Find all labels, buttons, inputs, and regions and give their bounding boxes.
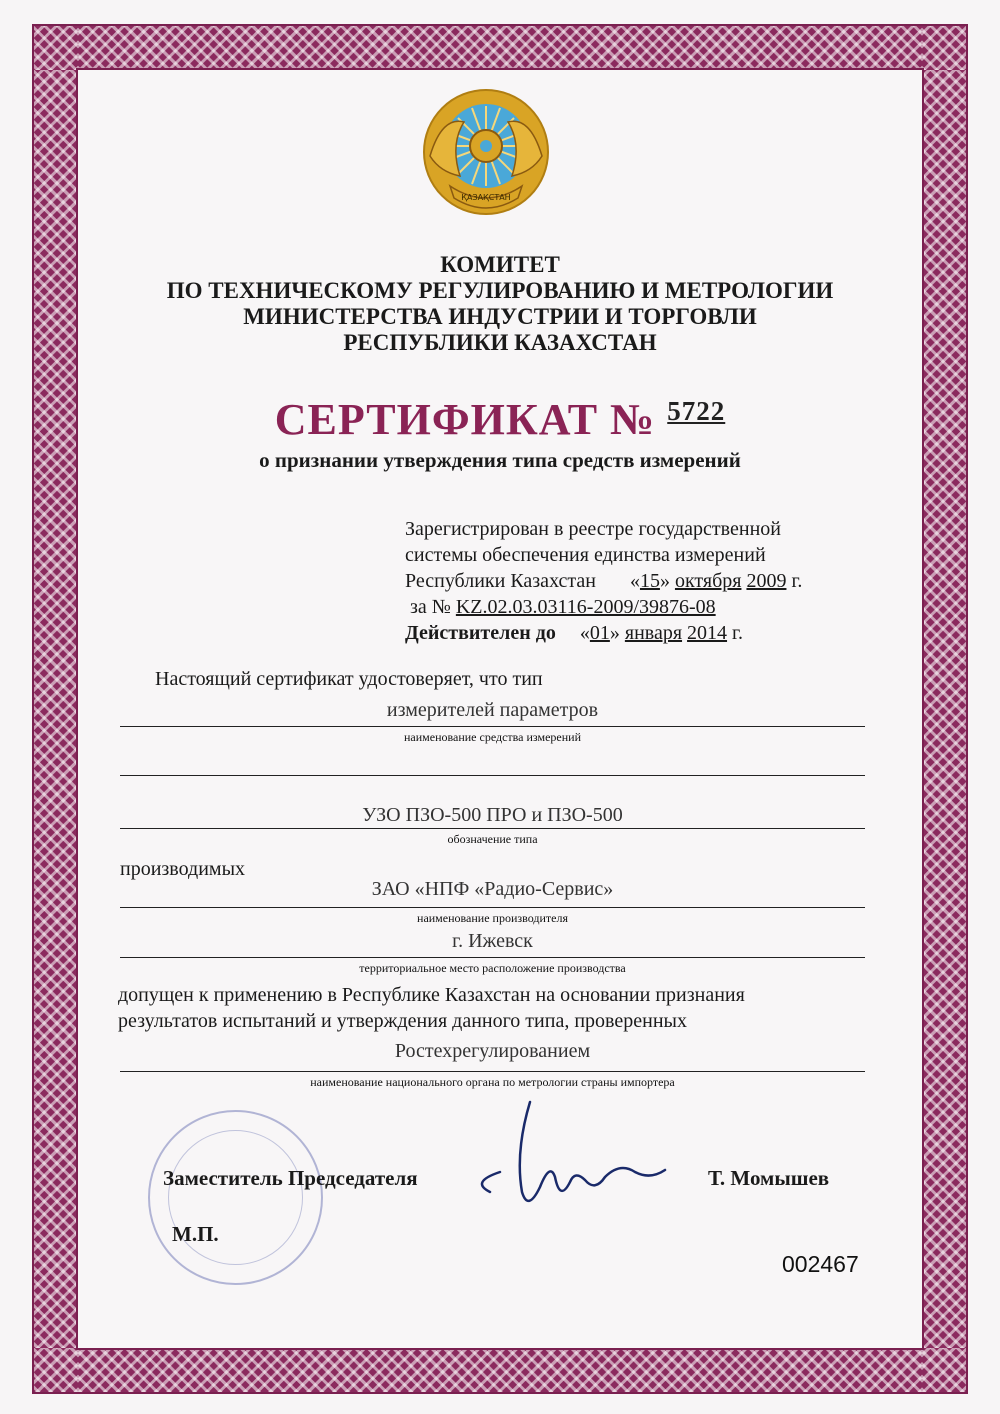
authority-line (120, 1071, 865, 1072)
emblem-text: ҚАЗАҚСТАН (461, 193, 511, 202)
type-designation: УЗО ПЗО-500 ПРО и ПЗО-500 (362, 804, 623, 826)
type-caption: обозначение типа (447, 832, 538, 846)
kazakhstan-emblem-icon (420, 86, 552, 218)
instrument-line (120, 726, 865, 727)
production-location: г. Ижевск (452, 930, 533, 952)
registration-line-2: системы обеспечения единства измерений (405, 544, 766, 566)
manufacturer-name: ЗАО «НПФ «Радио-Сервис» (371, 878, 614, 900)
type-line (120, 828, 865, 829)
official-seal (148, 1110, 323, 1285)
handwritten-signature (460, 1092, 690, 1222)
certificate-number: 5722 (667, 396, 726, 426)
manufacturer-caption: наименование производителя (417, 911, 568, 925)
instrument-caption: наименование средства измерений (403, 730, 582, 744)
seal-label: М.П. (172, 1222, 219, 1246)
certificate-title (100, 394, 900, 445)
validity-date: «01» января 2014 г. (579, 622, 743, 644)
registration-line-1: Зарегистрирован в реестре государственной (405, 518, 781, 540)
produced-label: производимых (120, 858, 246, 880)
registration-number-line (410, 594, 716, 620)
national-authority: Ростехрегулированием (394, 1040, 591, 1062)
signatory-position: Заместитель Председателя (163, 1166, 418, 1190)
validity-line (405, 620, 743, 646)
signatory-name: Т. Момышев (708, 1166, 830, 1190)
certificate-title-text: СЕРТИФИКАТ № (274, 395, 656, 444)
registration-line-3 (405, 568, 802, 594)
committee-line-1: КОМИТЕТ (440, 252, 560, 277)
committee-line-3: МИНИСТЕРСТВА ИНДУСТРИИ И ТОРГОВЛИ (243, 304, 757, 329)
registration-country: Республики Казахстан (405, 570, 596, 592)
registration-date: «15» октября 2009 г. (629, 570, 803, 592)
certificate-subtitle: о признании утверждения типа средств измерений (259, 448, 741, 472)
committee-line-4: РЕСПУБЛИКИ КАЗАХСТАН (343, 330, 657, 355)
form-serial-number: 002467 (782, 1251, 859, 1277)
validity-label: Действителен до (405, 622, 556, 644)
admission-line-2: результатов испытаний и утверждения данного типа, проверенных (118, 1010, 687, 1032)
blank-line (120, 775, 865, 776)
manufacturer-line (120, 907, 865, 908)
instrument-name: измерителей параметров (386, 699, 599, 721)
registration-number: KZ.02.03.03116-2009/39876-08 (455, 596, 716, 618)
authority-caption: наименование национального органа по метрологии страны импортера (310, 1075, 675, 1089)
location-line (120, 957, 865, 958)
registration-number-prefix: за № (410, 596, 451, 618)
location-caption: территориальное место расположение производства (359, 961, 626, 975)
intro-text: Настоящий сертификат удостоверяет, что тип (155, 668, 543, 690)
admission-line-1: допущен к применению в Республике Казахстан на основании признания (118, 984, 745, 1006)
committee-line-2: ПО ТЕХНИЧЕСКОМУ РЕГУЛИРОВАНИЮ И МЕТРОЛОГИИ (166, 278, 834, 303)
